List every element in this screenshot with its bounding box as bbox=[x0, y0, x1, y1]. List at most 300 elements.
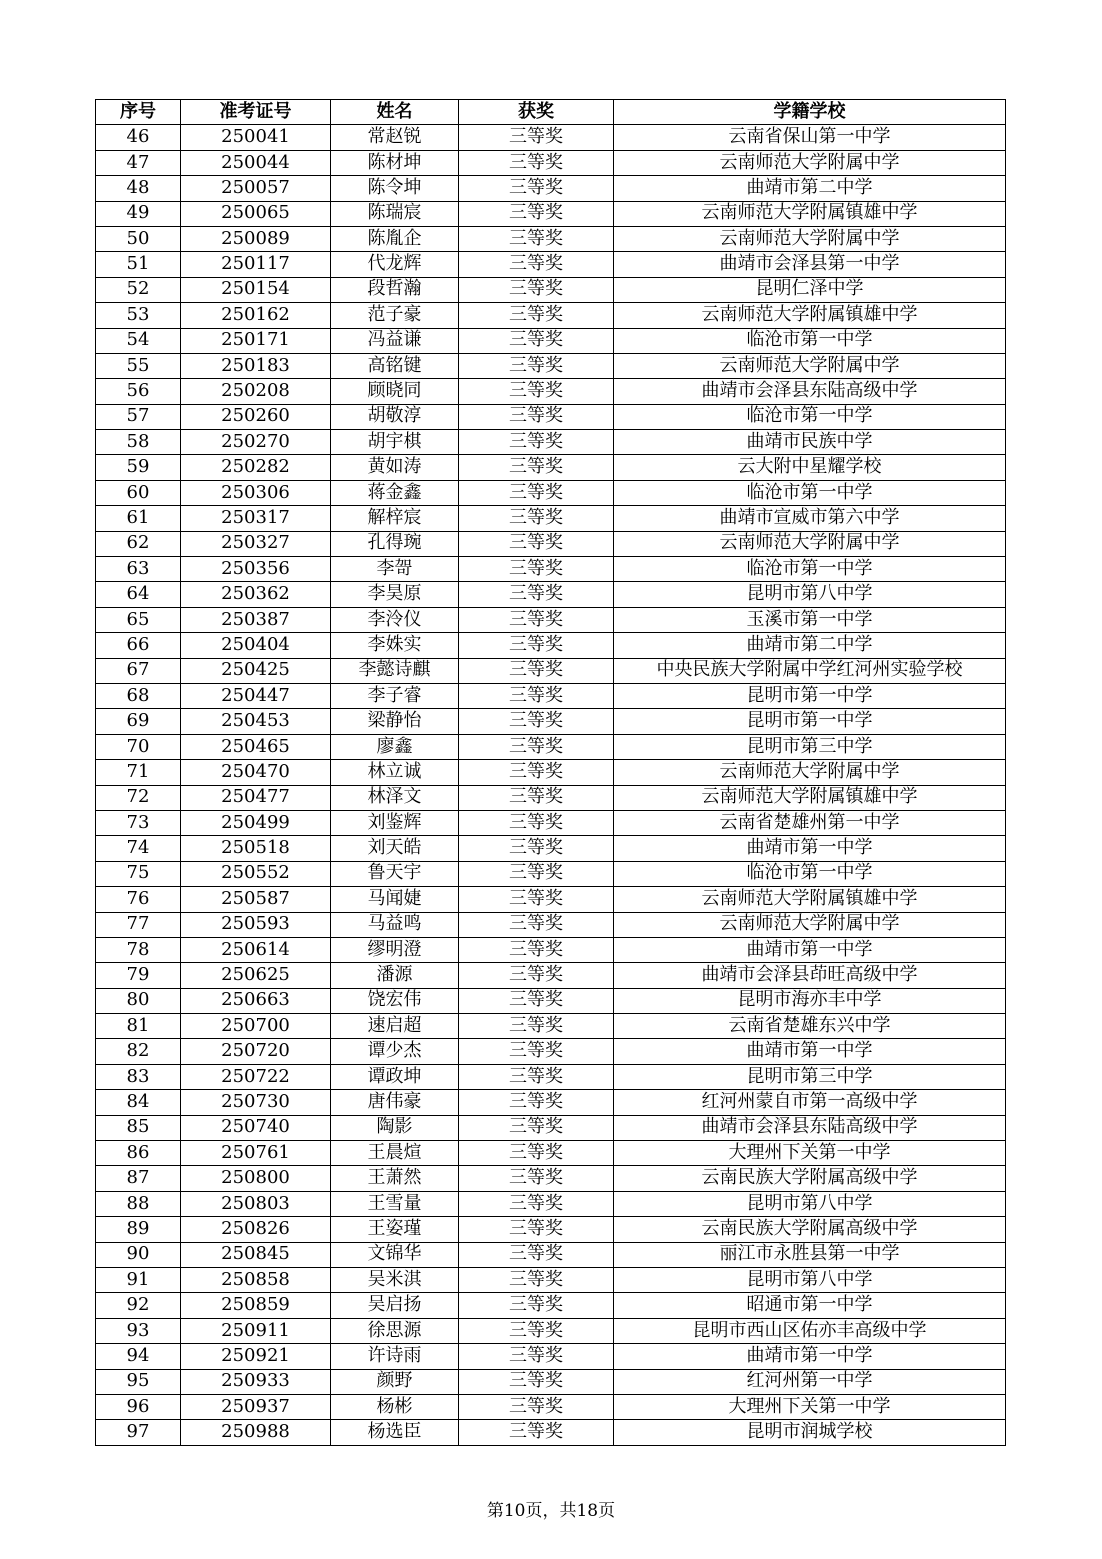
cell-name: 李昊原 bbox=[331, 582, 459, 607]
cell-award: 三等奖 bbox=[459, 1242, 614, 1267]
cell-serial-number: 47 bbox=[96, 150, 181, 175]
cell-exam-id: 250937 bbox=[181, 1394, 331, 1419]
cell-name: 王姿瑾 bbox=[331, 1217, 459, 1242]
cell-award: 三等奖 bbox=[459, 937, 614, 962]
cell-school: 临沧市第一中学 bbox=[614, 404, 1006, 429]
cell-serial-number: 70 bbox=[96, 734, 181, 759]
cell-serial-number: 94 bbox=[96, 1344, 181, 1369]
cell-award: 三等奖 bbox=[459, 252, 614, 277]
cell-name: 高铭键 bbox=[331, 353, 459, 378]
cell-name: 许诗雨 bbox=[331, 1344, 459, 1369]
cell-name: 饶宏伟 bbox=[331, 988, 459, 1013]
cell-name: 胡敬淳 bbox=[331, 404, 459, 429]
cell-serial-number: 55 bbox=[96, 353, 181, 378]
cell-name: 陈胤企 bbox=[331, 226, 459, 251]
cell-exam-id: 250803 bbox=[181, 1191, 331, 1216]
cell-exam-id: 250317 bbox=[181, 506, 331, 531]
cell-school: 云南师范大学附属镇雄中学 bbox=[614, 303, 1006, 328]
cell-serial-number: 79 bbox=[96, 963, 181, 988]
cell-school: 红河州第一中学 bbox=[614, 1369, 1006, 1394]
table-row bbox=[96, 176, 1006, 201]
cell-serial-number: 48 bbox=[96, 176, 181, 201]
cell-serial-number: 63 bbox=[96, 557, 181, 582]
table-row bbox=[96, 430, 1006, 455]
table-row bbox=[96, 303, 1006, 328]
cell-school: 红河州蒙自市第一高级中学 bbox=[614, 1090, 1006, 1115]
cell-school: 昆明市第一中学 bbox=[614, 709, 1006, 734]
cell-award: 三等奖 bbox=[459, 1115, 614, 1140]
cell-serial-number: 57 bbox=[96, 404, 181, 429]
cell-exam-id: 250404 bbox=[181, 633, 331, 658]
table-row bbox=[96, 125, 1006, 150]
cell-award: 三等奖 bbox=[459, 430, 614, 455]
table-row bbox=[96, 506, 1006, 531]
table-row bbox=[96, 1420, 1006, 1445]
cell-exam-id: 250988 bbox=[181, 1420, 331, 1445]
cell-exam-id: 250453 bbox=[181, 709, 331, 734]
table-row bbox=[96, 1369, 1006, 1394]
table-row bbox=[96, 404, 1006, 429]
cell-award: 三等奖 bbox=[459, 785, 614, 810]
cell-exam-id: 250065 bbox=[181, 201, 331, 226]
table-row bbox=[96, 1014, 1006, 1039]
cell-school: 曲靖市民族中学 bbox=[614, 430, 1006, 455]
cell-name: 缪明澄 bbox=[331, 937, 459, 962]
cell-serial-number: 53 bbox=[96, 303, 181, 328]
table-row bbox=[96, 1141, 1006, 1166]
cell-serial-number: 64 bbox=[96, 582, 181, 607]
cell-award: 三等奖 bbox=[459, 861, 614, 886]
cell-award: 三等奖 bbox=[459, 887, 614, 912]
cell-school: 昆明市润城学校 bbox=[614, 1420, 1006, 1445]
table-row bbox=[96, 912, 1006, 937]
cell-award: 三等奖 bbox=[459, 1267, 614, 1292]
cell-name: 陈令坤 bbox=[331, 176, 459, 201]
cell-serial-number: 73 bbox=[96, 810, 181, 835]
cell-school: 中央民族大学附属中学红河州实验学校 bbox=[614, 658, 1006, 683]
cell-school: 昆明市第三中学 bbox=[614, 1064, 1006, 1089]
cell-award: 三等奖 bbox=[459, 988, 614, 1013]
cell-exam-id: 250700 bbox=[181, 1014, 331, 1039]
cell-serial-number: 85 bbox=[96, 1115, 181, 1140]
table-row bbox=[96, 455, 1006, 480]
cell-name: 顾晓同 bbox=[331, 379, 459, 404]
cell-school: 云南民族大学附属高级中学 bbox=[614, 1166, 1006, 1191]
cell-award: 三等奖 bbox=[459, 226, 614, 251]
cell-award: 三等奖 bbox=[459, 277, 614, 302]
cell-serial-number: 66 bbox=[96, 633, 181, 658]
cell-school: 云南师范大学附属镇雄中学 bbox=[614, 887, 1006, 912]
cell-award: 三等奖 bbox=[459, 176, 614, 201]
cell-serial-number: 88 bbox=[96, 1191, 181, 1216]
cell-serial-number: 90 bbox=[96, 1242, 181, 1267]
cell-exam-id: 250470 bbox=[181, 760, 331, 785]
header-name: 姓名 bbox=[331, 100, 459, 125]
cell-school: 曲靖市会泽县东陆高级中学 bbox=[614, 1115, 1006, 1140]
table-row bbox=[96, 1293, 1006, 1318]
table-row bbox=[96, 887, 1006, 912]
cell-school: 云南省楚雄州第一中学 bbox=[614, 810, 1006, 835]
page-number-footer: 第10页，共18页 bbox=[486, 1501, 616, 1521]
cell-award: 三等奖 bbox=[459, 810, 614, 835]
cell-exam-id: 250499 bbox=[181, 810, 331, 835]
cell-award: 三等奖 bbox=[459, 353, 614, 378]
cell-school: 云南师范大学附属中学 bbox=[614, 531, 1006, 556]
cell-exam-id: 250154 bbox=[181, 277, 331, 302]
cell-name: 林泽文 bbox=[331, 785, 459, 810]
table-row bbox=[96, 1039, 1006, 1064]
cell-school: 云南师范大学附属中学 bbox=[614, 760, 1006, 785]
cell-name: 速启超 bbox=[331, 1014, 459, 1039]
cell-exam-id: 250826 bbox=[181, 1217, 331, 1242]
cell-name: 王雪量 bbox=[331, 1191, 459, 1216]
cell-serial-number: 62 bbox=[96, 531, 181, 556]
table-row bbox=[96, 582, 1006, 607]
table-row bbox=[96, 607, 1006, 632]
cell-exam-id: 250044 bbox=[181, 150, 331, 175]
cell-school: 云南师范大学附属中学 bbox=[614, 912, 1006, 937]
cell-school: 云南师范大学附属中学 bbox=[614, 150, 1006, 175]
table-row bbox=[96, 988, 1006, 1013]
cell-serial-number: 80 bbox=[96, 988, 181, 1013]
cell-name: 文锦华 bbox=[331, 1242, 459, 1267]
cell-serial-number: 78 bbox=[96, 937, 181, 962]
cell-serial-number: 76 bbox=[96, 887, 181, 912]
table-row bbox=[96, 937, 1006, 962]
cell-exam-id: 250740 bbox=[181, 1115, 331, 1140]
cell-name: 谭政坤 bbox=[331, 1064, 459, 1089]
cell-name: 孔得琬 bbox=[331, 531, 459, 556]
cell-award: 三等奖 bbox=[459, 1090, 614, 1115]
cell-exam-id: 250117 bbox=[181, 252, 331, 277]
cell-name: 李泠仪 bbox=[331, 607, 459, 632]
table-row bbox=[96, 861, 1006, 886]
cell-serial-number: 92 bbox=[96, 1293, 181, 1318]
cell-serial-number: 51 bbox=[96, 252, 181, 277]
cell-name: 常赵锐 bbox=[331, 125, 459, 150]
cell-school: 大理州下关第一中学 bbox=[614, 1141, 1006, 1166]
cell-school: 云南省保山第一中学 bbox=[614, 125, 1006, 150]
cell-exam-id: 250425 bbox=[181, 658, 331, 683]
table-row bbox=[96, 1115, 1006, 1140]
cell-exam-id: 250845 bbox=[181, 1242, 331, 1267]
cell-school: 昆明市海亦丰中学 bbox=[614, 988, 1006, 1013]
table-row bbox=[96, 709, 1006, 734]
cell-name: 代龙辉 bbox=[331, 252, 459, 277]
cell-school: 玉溪市第一中学 bbox=[614, 607, 1006, 632]
cell-serial-number: 74 bbox=[96, 836, 181, 861]
cell-name: 廖鑫 bbox=[331, 734, 459, 759]
cell-exam-id: 250730 bbox=[181, 1090, 331, 1115]
table-row bbox=[96, 201, 1006, 226]
cell-exam-id: 250356 bbox=[181, 557, 331, 582]
cell-name: 范子豪 bbox=[331, 303, 459, 328]
cell-exam-id: 250041 bbox=[181, 125, 331, 150]
cell-exam-id: 250162 bbox=[181, 303, 331, 328]
cell-name: 杨选臣 bbox=[331, 1420, 459, 1445]
cell-school: 曲靖市第二中学 bbox=[614, 176, 1006, 201]
header-school: 学籍学校 bbox=[614, 100, 1006, 125]
cell-name: 李哿 bbox=[331, 557, 459, 582]
cell-school: 曲靖市会泽县第一中学 bbox=[614, 252, 1006, 277]
cell-exam-id: 250933 bbox=[181, 1369, 331, 1394]
cell-award: 三等奖 bbox=[459, 1420, 614, 1445]
cell-exam-id: 250593 bbox=[181, 912, 331, 937]
cell-award: 三等奖 bbox=[459, 963, 614, 988]
cell-serial-number: 84 bbox=[96, 1090, 181, 1115]
cell-award: 三等奖 bbox=[459, 1039, 614, 1064]
cell-exam-id: 250171 bbox=[181, 328, 331, 353]
cell-name: 陶影 bbox=[331, 1115, 459, 1140]
cell-award: 三等奖 bbox=[459, 760, 614, 785]
cell-serial-number: 52 bbox=[96, 277, 181, 302]
cell-serial-number: 75 bbox=[96, 861, 181, 886]
table-row bbox=[96, 658, 1006, 683]
cell-award: 三等奖 bbox=[459, 912, 614, 937]
table-row bbox=[96, 1191, 1006, 1216]
cell-exam-id: 250057 bbox=[181, 176, 331, 201]
cell-award: 三等奖 bbox=[459, 404, 614, 429]
cell-exam-id: 250518 bbox=[181, 836, 331, 861]
table-row bbox=[96, 379, 1006, 404]
header-exam-id: 准考证号 bbox=[181, 100, 331, 125]
table-row bbox=[96, 226, 1006, 251]
cell-award: 三等奖 bbox=[459, 1141, 614, 1166]
cell-exam-id: 250183 bbox=[181, 353, 331, 378]
cell-serial-number: 65 bbox=[96, 607, 181, 632]
cell-award: 三等奖 bbox=[459, 150, 614, 175]
cell-award: 三等奖 bbox=[459, 1369, 614, 1394]
cell-name: 林立诚 bbox=[331, 760, 459, 785]
cell-award: 三等奖 bbox=[459, 506, 614, 531]
table-header-row bbox=[96, 100, 1006, 125]
cell-serial-number: 82 bbox=[96, 1039, 181, 1064]
cell-award: 三等奖 bbox=[459, 658, 614, 683]
cell-school: 云南民族大学附属高级中学 bbox=[614, 1217, 1006, 1242]
cell-serial-number: 81 bbox=[96, 1014, 181, 1039]
cell-school: 曲靖市会泽县东陆高级中学 bbox=[614, 379, 1006, 404]
cell-school: 云南师范大学附属中学 bbox=[614, 226, 1006, 251]
cell-award: 三等奖 bbox=[459, 557, 614, 582]
cell-name: 潘源 bbox=[331, 963, 459, 988]
cell-exam-id: 250387 bbox=[181, 607, 331, 632]
header-award: 获奖 bbox=[459, 100, 614, 125]
cell-serial-number: 50 bbox=[96, 226, 181, 251]
cell-award: 三等奖 bbox=[459, 709, 614, 734]
cell-exam-id: 250614 bbox=[181, 937, 331, 962]
cell-serial-number: 60 bbox=[96, 480, 181, 505]
cell-award: 三等奖 bbox=[459, 303, 614, 328]
cell-school: 昭通市第一中学 bbox=[614, 1293, 1006, 1318]
cell-school: 临沧市第一中学 bbox=[614, 861, 1006, 886]
cell-school: 昆明市西山区佑亦丰高级中学 bbox=[614, 1318, 1006, 1343]
cell-award: 三等奖 bbox=[459, 455, 614, 480]
cell-award: 三等奖 bbox=[459, 1318, 614, 1343]
cell-serial-number: 46 bbox=[96, 125, 181, 150]
cell-name: 吴启扬 bbox=[331, 1293, 459, 1318]
table-row bbox=[96, 1217, 1006, 1242]
table-row bbox=[96, 683, 1006, 708]
cell-exam-id: 250858 bbox=[181, 1267, 331, 1292]
cell-name: 李姝实 bbox=[331, 633, 459, 658]
cell-name: 王萧然 bbox=[331, 1166, 459, 1191]
cell-exam-id: 250720 bbox=[181, 1039, 331, 1064]
cell-award: 三等奖 bbox=[459, 531, 614, 556]
cell-serial-number: 49 bbox=[96, 201, 181, 226]
table-row bbox=[96, 633, 1006, 658]
cell-exam-id: 250761 bbox=[181, 1141, 331, 1166]
cell-name: 徐思源 bbox=[331, 1318, 459, 1343]
cell-name: 唐伟豪 bbox=[331, 1090, 459, 1115]
cell-exam-id: 250260 bbox=[181, 404, 331, 429]
table-row bbox=[96, 836, 1006, 861]
cell-exam-id: 250625 bbox=[181, 963, 331, 988]
cell-serial-number: 91 bbox=[96, 1267, 181, 1292]
cell-exam-id: 250362 bbox=[181, 582, 331, 607]
cell-serial-number: 97 bbox=[96, 1420, 181, 1445]
table-row bbox=[96, 557, 1006, 582]
cell-exam-id: 250089 bbox=[181, 226, 331, 251]
cell-name: 刘天皓 bbox=[331, 836, 459, 861]
cell-school: 昆明市第三中学 bbox=[614, 734, 1006, 759]
table-row bbox=[96, 785, 1006, 810]
cell-school: 昆明仁泽中学 bbox=[614, 277, 1006, 302]
table-row bbox=[96, 353, 1006, 378]
cell-school: 云大附中星耀学校 bbox=[614, 455, 1006, 480]
table-row bbox=[96, 328, 1006, 353]
cell-award: 三等奖 bbox=[459, 1344, 614, 1369]
cell-name: 李懿诗麒 bbox=[331, 658, 459, 683]
table-body bbox=[96, 125, 1006, 1445]
table-row bbox=[96, 1267, 1006, 1292]
table-row bbox=[96, 1318, 1006, 1343]
table-row bbox=[96, 252, 1006, 277]
table-row bbox=[96, 1344, 1006, 1369]
cell-exam-id: 250447 bbox=[181, 683, 331, 708]
cell-school: 丽江市永胜县第一中学 bbox=[614, 1242, 1006, 1267]
cell-school: 曲靖市第一中学 bbox=[614, 937, 1006, 962]
cell-name: 黄如涛 bbox=[331, 455, 459, 480]
cell-serial-number: 56 bbox=[96, 379, 181, 404]
cell-award: 三等奖 bbox=[459, 1064, 614, 1089]
cell-school: 曲靖市第二中学 bbox=[614, 633, 1006, 658]
cell-award: 三等奖 bbox=[459, 201, 614, 226]
cell-school: 曲靖市第一中学 bbox=[614, 1344, 1006, 1369]
cell-school: 大理州下关第一中学 bbox=[614, 1394, 1006, 1419]
table-row bbox=[96, 480, 1006, 505]
cell-exam-id: 250327 bbox=[181, 531, 331, 556]
cell-name: 鲁天宇 bbox=[331, 861, 459, 886]
cell-award: 三等奖 bbox=[459, 1394, 614, 1419]
cell-name: 王晨煊 bbox=[331, 1141, 459, 1166]
cell-serial-number: 71 bbox=[96, 760, 181, 785]
table-row bbox=[96, 1394, 1006, 1419]
cell-award: 三等奖 bbox=[459, 836, 614, 861]
cell-school: 曲靖市宣威市第六中学 bbox=[614, 506, 1006, 531]
cell-name: 李子睿 bbox=[331, 683, 459, 708]
table-row bbox=[96, 963, 1006, 988]
cell-school: 云南师范大学附属镇雄中学 bbox=[614, 785, 1006, 810]
cell-name: 陈材坤 bbox=[331, 150, 459, 175]
cell-school: 云南师范大学附属镇雄中学 bbox=[614, 201, 1006, 226]
table-row bbox=[96, 531, 1006, 556]
cell-name: 蒋金鑫 bbox=[331, 480, 459, 505]
table-row bbox=[96, 1064, 1006, 1089]
cell-serial-number: 54 bbox=[96, 328, 181, 353]
cell-school: 云南省楚雄东兴中学 bbox=[614, 1014, 1006, 1039]
cell-school: 临沧市第一中学 bbox=[614, 328, 1006, 353]
table-row bbox=[96, 1166, 1006, 1191]
cell-serial-number: 59 bbox=[96, 455, 181, 480]
cell-award: 三等奖 bbox=[459, 734, 614, 759]
cell-serial-number: 86 bbox=[96, 1141, 181, 1166]
cell-name: 马益鸣 bbox=[331, 912, 459, 937]
cell-award: 三等奖 bbox=[459, 328, 614, 353]
cell-award: 三等奖 bbox=[459, 1217, 614, 1242]
table-row bbox=[96, 760, 1006, 785]
cell-school: 曲靖市第一中学 bbox=[614, 836, 1006, 861]
cell-exam-id: 250921 bbox=[181, 1344, 331, 1369]
cell-school: 昆明市第八中学 bbox=[614, 1267, 1006, 1292]
award-results-table bbox=[95, 99, 1006, 1446]
cell-award: 三等奖 bbox=[459, 1191, 614, 1216]
cell-exam-id: 250270 bbox=[181, 430, 331, 455]
cell-serial-number: 69 bbox=[96, 709, 181, 734]
cell-exam-id: 250306 bbox=[181, 480, 331, 505]
table-row bbox=[96, 810, 1006, 835]
cell-award: 三等奖 bbox=[459, 1293, 614, 1318]
cell-exam-id: 250477 bbox=[181, 785, 331, 810]
cell-exam-id: 250663 bbox=[181, 988, 331, 1013]
cell-school: 曲靖市会泽县茚旺高级中学 bbox=[614, 963, 1006, 988]
cell-exam-id: 250911 bbox=[181, 1318, 331, 1343]
cell-exam-id: 250800 bbox=[181, 1166, 331, 1191]
cell-exam-id: 250587 bbox=[181, 887, 331, 912]
cell-exam-id: 250208 bbox=[181, 379, 331, 404]
cell-name: 刘鉴辉 bbox=[331, 810, 459, 835]
cell-name: 陈瑞宸 bbox=[331, 201, 459, 226]
cell-name: 解梓宸 bbox=[331, 506, 459, 531]
cell-serial-number: 77 bbox=[96, 912, 181, 937]
cell-school: 临沧市第一中学 bbox=[614, 480, 1006, 505]
table-row bbox=[96, 734, 1006, 759]
cell-serial-number: 68 bbox=[96, 683, 181, 708]
cell-award: 三等奖 bbox=[459, 607, 614, 632]
cell-serial-number: 61 bbox=[96, 506, 181, 531]
cell-name: 冯益谦 bbox=[331, 328, 459, 353]
cell-award: 三等奖 bbox=[459, 633, 614, 658]
table-row bbox=[96, 1090, 1006, 1115]
cell-school: 曲靖市第一中学 bbox=[614, 1039, 1006, 1064]
cell-serial-number: 96 bbox=[96, 1394, 181, 1419]
cell-school: 昆明市第八中学 bbox=[614, 1191, 1006, 1216]
cell-school: 昆明市第一中学 bbox=[614, 683, 1006, 708]
cell-name: 马闻婕 bbox=[331, 887, 459, 912]
cell-name: 谭少杰 bbox=[331, 1039, 459, 1064]
cell-award: 三等奖 bbox=[459, 480, 614, 505]
table-row bbox=[96, 1242, 1006, 1267]
cell-serial-number: 67 bbox=[96, 658, 181, 683]
cell-school: 昆明市第八中学 bbox=[614, 582, 1006, 607]
cell-award: 三等奖 bbox=[459, 683, 614, 708]
cell-name: 吴米淇 bbox=[331, 1267, 459, 1292]
cell-serial-number: 89 bbox=[96, 1217, 181, 1242]
cell-name: 胡宇棋 bbox=[331, 430, 459, 455]
cell-exam-id: 250552 bbox=[181, 861, 331, 886]
cell-serial-number: 72 bbox=[96, 785, 181, 810]
cell-exam-id: 250859 bbox=[181, 1293, 331, 1318]
cell-exam-id: 250722 bbox=[181, 1064, 331, 1089]
